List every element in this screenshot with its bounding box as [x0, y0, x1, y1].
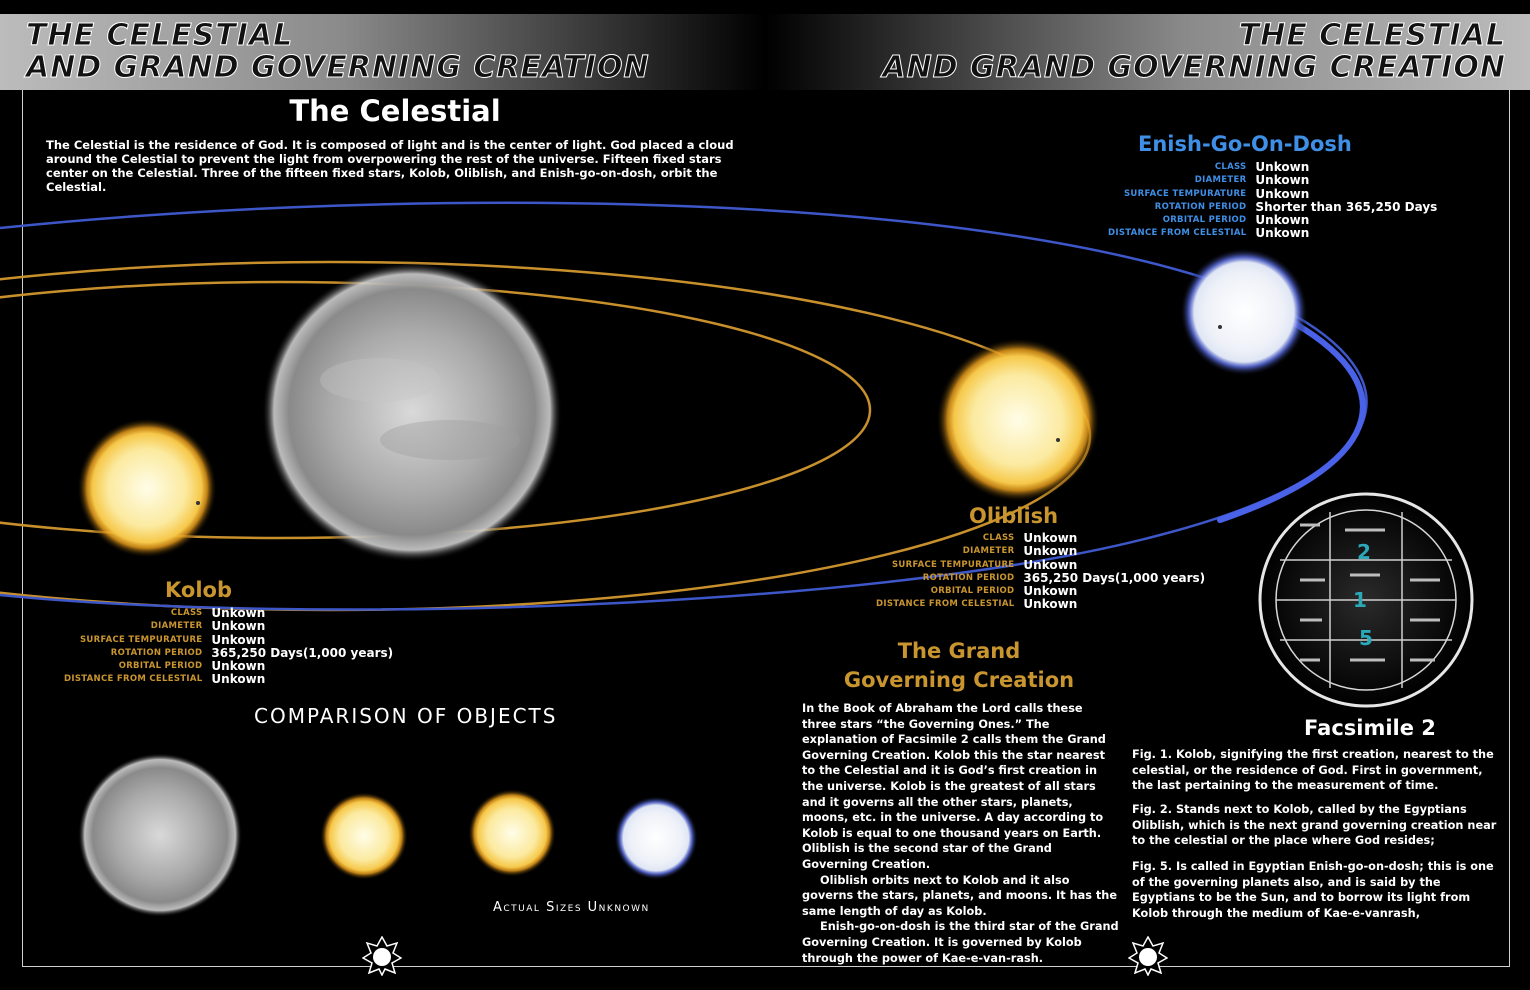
stat-value: Unkown [211, 606, 266, 620]
kolob-stats [64, 607, 393, 687]
stat-label: SURFACE TEMPURATURE [80, 634, 203, 645]
stat-value: Unkown [1023, 597, 1078, 612]
comparison-kolob [320, 792, 408, 880]
stat-label: SURFACE TEMPURATURE [892, 559, 1015, 570]
fig-5-text: Fig. 5. Is called in Egyptian Enish-go-on-dosh; this is one of the governing planets also, and is said by the Egyptians to be the Sun, and to borrow its light from Kolob through the medium of Kae-e-vanrash, [1132, 860, 1494, 920]
stat-value: Unkown [1255, 173, 1310, 188]
stat-value: Unkown [211, 672, 266, 687]
stat-value: Unkown [211, 632, 266, 647]
oliblish-name: Oliblish [969, 504, 1059, 528]
enish-stats [1108, 161, 1437, 241]
stat-label: SURFACE TEMPURATURE [1124, 188, 1247, 199]
stat-label: DISTANCE FROM CELESTIAL [1108, 228, 1247, 239]
grand-heading-line1: The Grand [897, 639, 1021, 663]
stat-value: Unkown [1255, 160, 1310, 174]
celestial-body [262, 262, 562, 562]
comparison-celestial [78, 753, 242, 917]
stat-value: Unkown [1255, 186, 1310, 201]
stat-value: 365,250 Days(1,000 years) [211, 645, 394, 660]
enish-name: Enish-Go-On-Dosh [1138, 132, 1352, 156]
actual-sizes-note: Actual Sizes Unknown [493, 900, 650, 915]
stat-value: Unkown [211, 659, 266, 674]
comparison-oliblish [468, 789, 556, 877]
star-emblem-icon [1128, 936, 1168, 976]
stat-label: DISTANCE FROM CELESTIAL [876, 599, 1015, 610]
stat-label: DIAMETER [1194, 175, 1247, 186]
stat-value: Shorter than 365,250 Days [1255, 199, 1438, 214]
comparison-title: COMPARISON OF OBJECTS [254, 704, 558, 728]
grand-heading [800, 637, 1118, 695]
grand-paragraph-2: Oliblish orbits next to Kolob and it also governs the stars, planets, and moons. It has the same length of day as Kolob. [802, 873, 1118, 918]
fig-1-text: Fig. 1. Kolob, signifying the first creation, nearest to the celestial, or the residence of God. First in government, the last pertaining to the measurement of time. [1132, 748, 1494, 793]
oliblish-body [936, 338, 1100, 502]
grand-paragraph-3: Enish-go-on-dosh is the third star of the Grand Governing Creation. It is governed by Kolob through the power of Kae-e-van-rash. [802, 920, 1119, 965]
fig-2-text: Fig. 2. Stands next to Kolob, called by the Egyptians Oliblish, which is the next grand governing creation near to the celestial or the place where God resides; [1132, 803, 1497, 848]
grand-paragraph-1: In the Book of Abraham the Lord calls these three stars “the Governing Ones.” The explanation of Facsimile 2 calls them the Grand Governing Creation. Kolob this the star nearest to the Celestial and it is God’s first creation in the universe. Kolob is the greatest of all stars and it governs all the other stars, planets, moons, etc. in the universe. A day according to Kolob is equal to one thousand years on Earth. Oliblish is the second star of the Grand Governing Creation. [802, 702, 1106, 871]
facsimile-title: Facsimile 2 [1304, 716, 1436, 740]
stat-label: ROTATION PERIOD [922, 572, 1015, 583]
banner-left-line1: THE CELESTIAL [26, 18, 294, 53]
comparison-enish [614, 796, 698, 880]
banner-right-line2: AND GRAND GOVERNING CREATION [882, 50, 1506, 85]
stat-value: 365,250 Days(1,000 years) [1023, 570, 1206, 585]
enish-body [1180, 248, 1308, 376]
stat-label: CLASS [982, 533, 1015, 543]
star-emblem-icon [362, 936, 402, 976]
celestial-heading: The Celestial [289, 94, 501, 128]
kolob-name: Kolob [165, 578, 232, 602]
stat-value: Unkown [1023, 557, 1078, 572]
stat-label: CLASS [170, 608, 203, 618]
stat-label: ROTATION PERIOD [110, 647, 203, 658]
stat-label: DIAMETER [962, 546, 1015, 557]
stat-label: ROTATION PERIOD [1154, 201, 1247, 212]
stat-value: Unkown [211, 619, 266, 634]
facsimile-label-5: 5 [1359, 626, 1373, 650]
grand-body [802, 701, 1120, 966]
banner-left-line2: AND GRAND GOVERNING CREATION [26, 50, 650, 85]
stat-label: ORBITAL PERIOD [930, 586, 1015, 597]
stat-label: ORBITAL PERIOD [1162, 215, 1247, 226]
stat-value: Unkown [1255, 213, 1310, 228]
stat-value: Unkown [1023, 584, 1078, 599]
facsimile-label-2: 2 [1357, 540, 1371, 564]
kolob-body [77, 418, 217, 558]
stat-label: DISTANCE FROM CELESTIAL [64, 674, 203, 685]
banner-right-line1: THE CELESTIAL [1238, 18, 1506, 53]
celestial-intro: The Celestial is the residence of God. It is composed of light and is the center of light. God placed a cloud around the Celestial to prevent the light from overpowering the rest of the universe. Fifteen fixed stars center on the Celestial. Three of the fifteen fixed stars, Kolob, Oliblish, and Enish-go-on-dosh, orbit the Celestial. [46, 138, 734, 194]
stat-label: ORBITAL PERIOD [118, 661, 203, 672]
grand-heading-line2: Governing Creation [843, 668, 1075, 692]
stat-value: Unkown [1023, 544, 1078, 559]
stat-value: Unkown [1255, 226, 1310, 241]
facsimile-label-1: 1 [1353, 588, 1367, 612]
stat-value: Unkown [1023, 531, 1078, 545]
stat-label: CLASS [1214, 162, 1247, 172]
oliblish-stats [876, 532, 1205, 612]
facsimile-2-seal [1260, 494, 1472, 706]
stat-label: DIAMETER [150, 621, 203, 632]
